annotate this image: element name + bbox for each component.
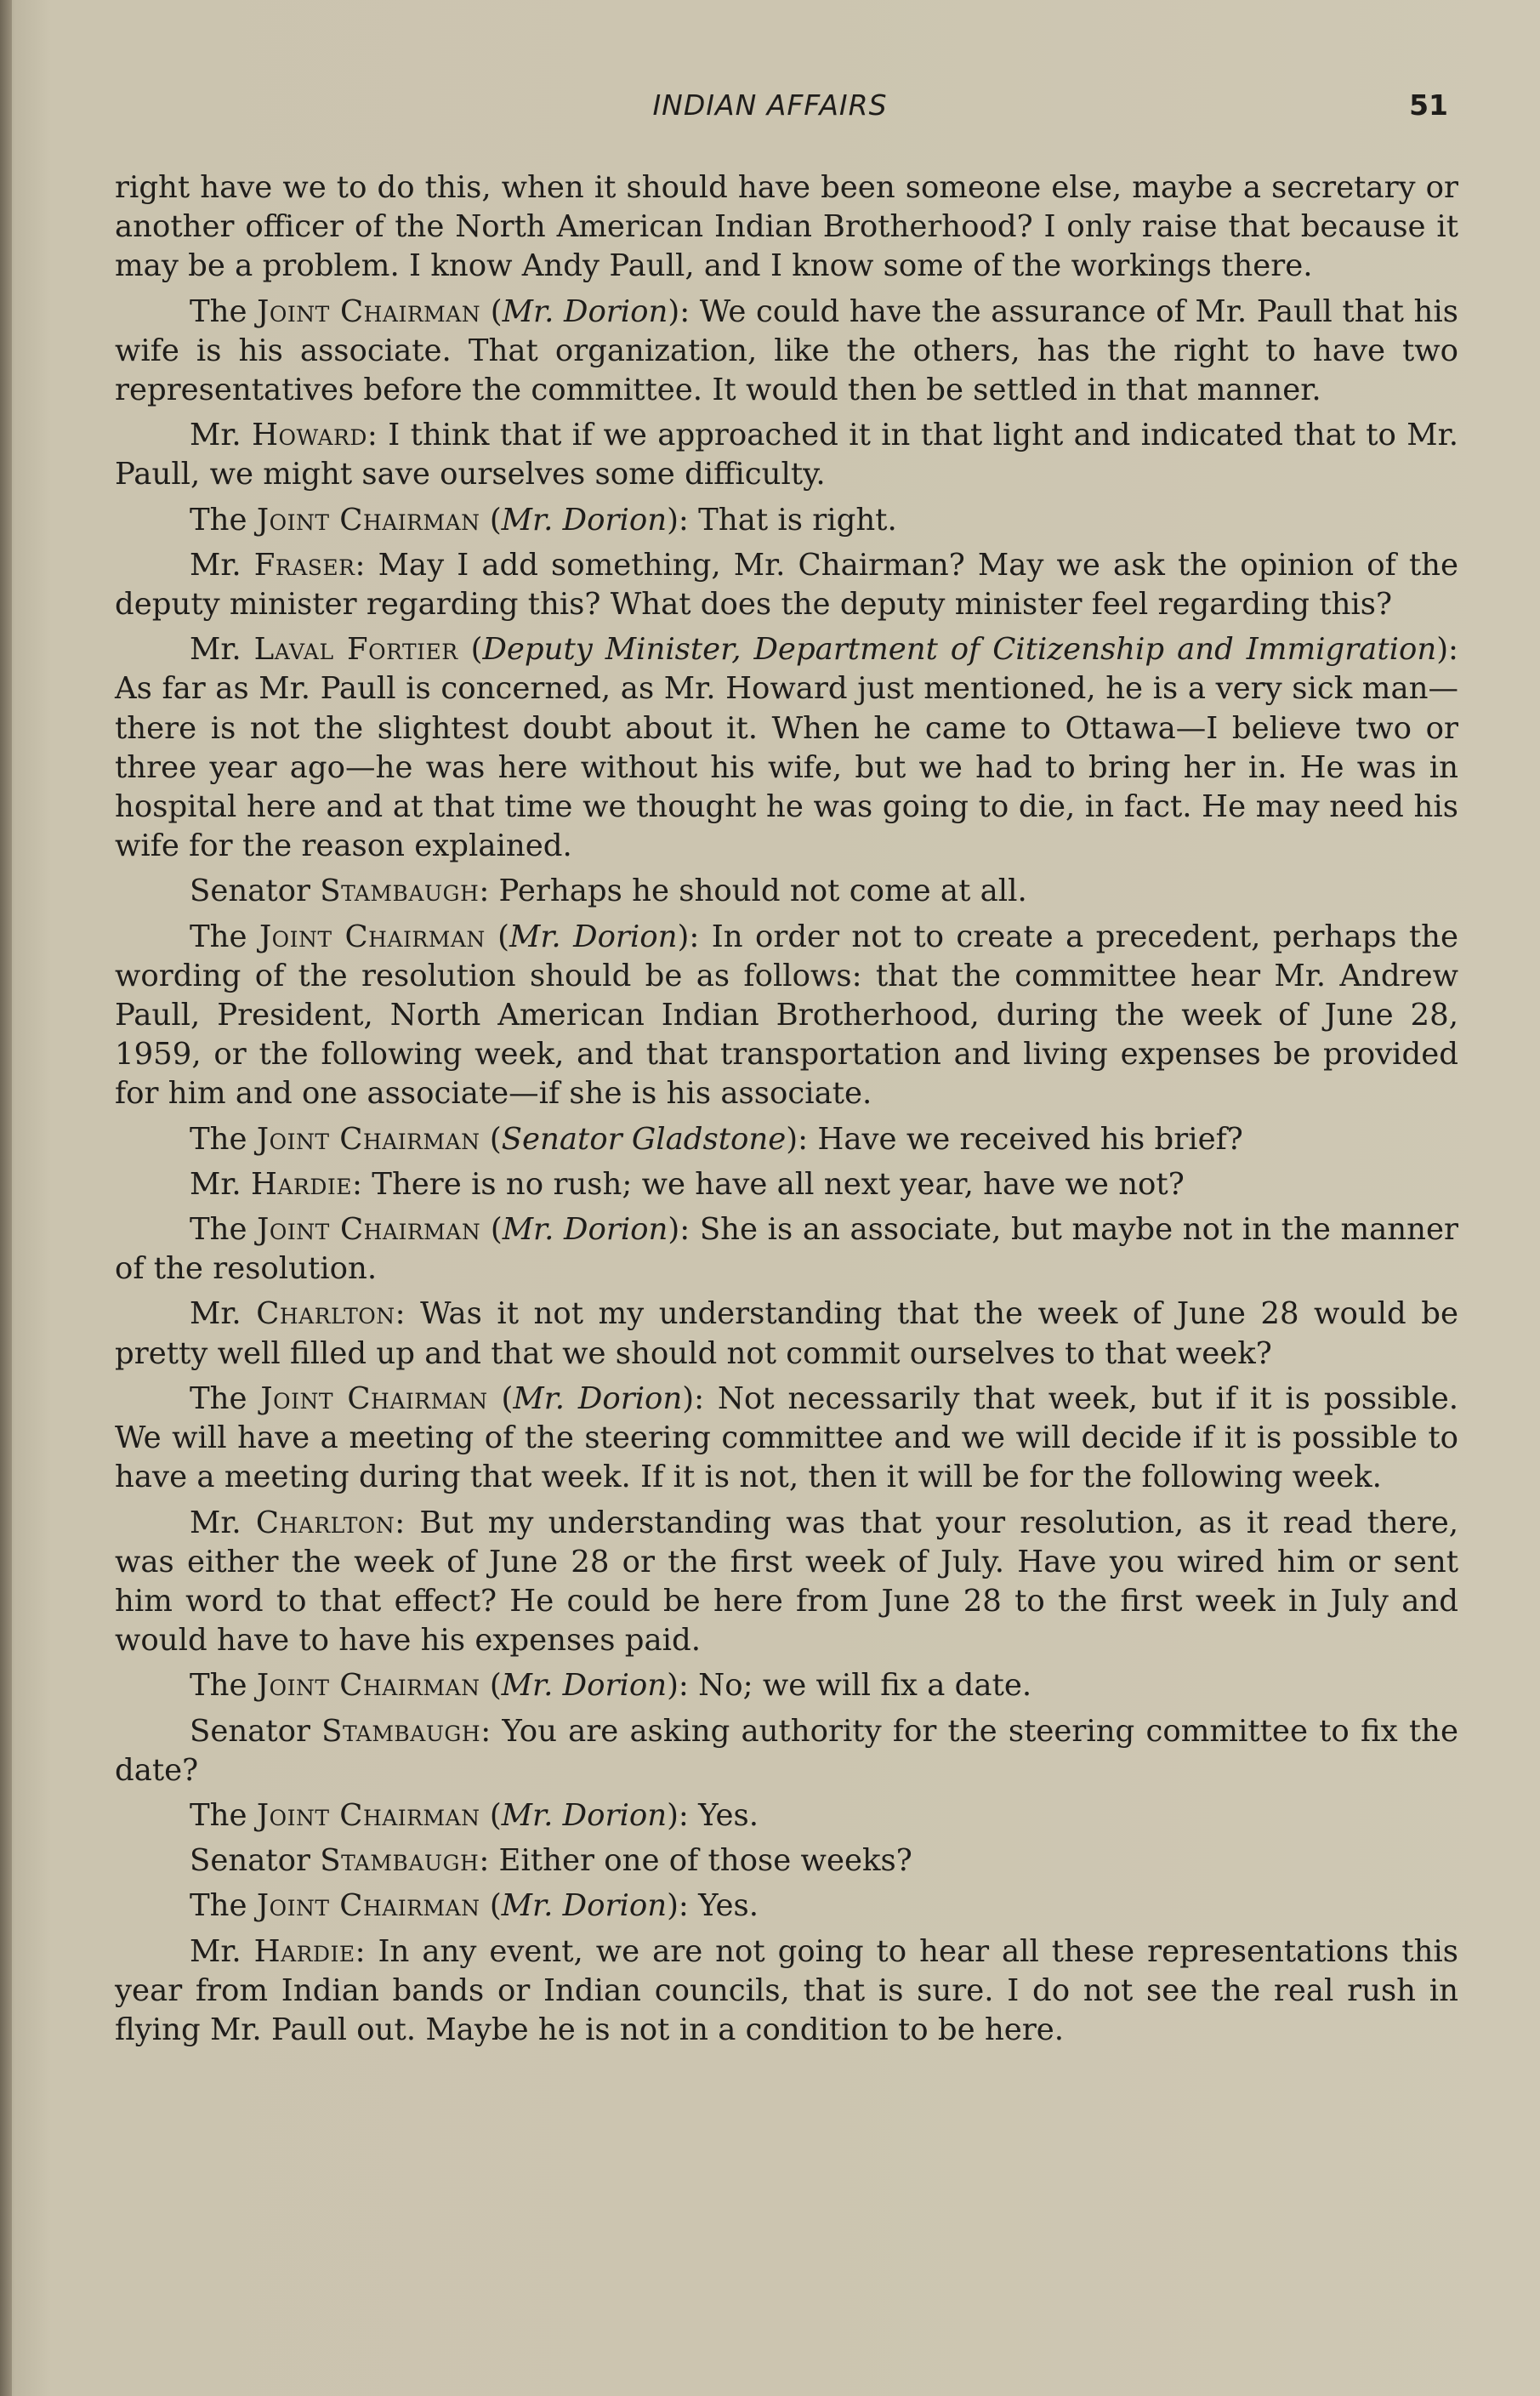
speaker-role: Mr. Dorion [501,1797,668,1833]
paragraph-text: The [190,1797,257,1833]
speaker-name: Laval Fortier [253,632,458,668]
paragraph [115,872,1458,911]
speaker-name: Stambaugh [321,1713,481,1749]
paragraph-text: The [190,502,257,538]
paragraph [115,1841,1458,1881]
paragraph-text: Senator [190,1713,322,1749]
paragraph-text: ): As far as Mr. Paull is concerned, as Mr. Howard just mentioned, he is a very sick man—there is not the slightest doubt about it. When he came to Ottawa—I believe two or three year ago—he was here without his wife, but we had to bring her in. He was in hospital here and at that time we thought he was going to die, in fact. He may need his wife for the reason explained. [115,632,1458,864]
paragraph [115,1887,1458,1926]
paragraph-text: ): We could have the assurance of Mr. Paull that his wife is his associate. That organization, like the others, has the right to have two representatives before the committee. It would then be settled in that manner. [115,293,1458,408]
paragraph-text: ): In order not to create a precedent, perhaps the wording of the resolution should be as follows: that the committee hear Mr. Andrew Paull, President, North American Indian Brotherhood, during the week of June 28, 1959, or the following week, and that transportation and living expenses be provided for him and one associate—if she is his associate. [115,919,1458,1112]
paragraph [115,1380,1458,1498]
paragraph [115,918,1458,1114]
paragraph [115,1295,1458,1373]
paragraph-text: ): That is right. [667,502,897,538]
paragraph-text: The [190,1888,257,1924]
paragraph-text: : You are asking authority for the steering committee to fix the date? [115,1713,1458,1788]
paragraph [115,546,1458,624]
speaker-name: Hardie [253,1933,355,1969]
paragraph-text: Mr. [190,547,254,583]
paragraph-text: The [190,1668,257,1704]
speaker-name: Joint Chairman [256,1668,480,1704]
paragraph-text: The [190,919,259,954]
paragraph [115,293,1458,411]
paragraph-text: ): Yes. [667,1797,759,1833]
speaker-role: Mr. Dorion [501,502,668,538]
paragraph-text: ): Have we received his brief? [786,1121,1243,1157]
paragraph-text: Mr. [190,418,253,453]
paragraph [115,1666,1458,1705]
paragraph-text: Mr. [190,1166,251,1202]
speaker-role: Deputy Minister, Department of Citizenship and Immigration [482,632,1437,668]
paragraph-text: ( [480,1888,502,1924]
paragraph-text: ( [480,1212,503,1248]
paragraph-text: ( [457,632,483,668]
paragraph [115,1210,1458,1289]
paragraph-text: The [190,293,258,329]
speaker-role: Mr. Dorion [513,1380,683,1416]
speaker-name: Charlton [255,1505,395,1540]
speaker-name: Stambaugh [320,874,480,909]
body-text [115,168,1458,2056]
paragraph [115,1120,1458,1159]
speaker-name: Joint Chairman [257,293,481,329]
paragraph-text: ( [487,1380,514,1416]
page-header [0,88,1540,131]
paragraph-text: : Was it not my understanding that the week of June 28 would be pretty well filled up and that we should not commit ourselves to that week? [115,1296,1458,1371]
paragraph-text: ( [480,502,502,538]
paragraph [115,501,1458,540]
speaker-name: Joint Chairman [256,1121,480,1157]
paragraph-text: : In any event, we are not going to hear all these representations this year from Indian bands or Indian councils, that is sure. I do not see the real rush in flying Mr. Paull out. Maybe he is not in a condition to be here. [115,1933,1458,2047]
paragraph [115,416,1458,494]
paragraph-text: Mr. [190,1505,256,1540]
paragraph-text: The [190,1212,258,1248]
speaker-name: Joint Chairman [256,502,480,538]
paragraph-text: ( [485,919,509,954]
paragraph-text: Mr. [190,632,254,668]
paragraph-text: ): Not necessarily that week, but if it is possible. We will have a meeting of the steering committee and we will decide if it is possible to have a meeting during that week. If it is not, then it will be for the following week. [115,1380,1458,1495]
running-title: INDIAN AFFAIRS [652,88,888,122]
paragraph-text: ( [480,293,503,329]
paragraph-text: ( [480,1797,502,1833]
speaker-role: Mr. Dorion [509,919,678,954]
paragraph-text: ): She is an associate, but maybe not in the manner of the resolution. [115,1212,1458,1287]
paragraph-text: Mr. [190,1296,257,1332]
paragraph [115,168,1458,287]
paragraph [115,1932,1458,2051]
paragraph-text: The [190,1121,257,1157]
speaker-name: Joint Chairman [256,1797,480,1833]
paragraph-text: ( [480,1121,502,1157]
speaker-name: Hardie [251,1166,353,1202]
page-number: 51 [1409,88,1448,122]
paragraph-text: : Perhaps he should not come at all. [479,874,1027,909]
speaker-role: Mr. Dorion [502,1212,668,1248]
paragraph [115,1165,1458,1204]
speaker-name: Joint Chairman [257,1212,481,1248]
paragraph-text: Senator [190,874,321,909]
paragraph [115,1712,1458,1790]
paragraph-text: : May I add something, Mr. Chairman? May we ask the opinion of the deputy minister regarding this? What does the deputy minister feel regarding this? [115,547,1458,623]
speaker-name: Stambaugh [320,1843,480,1879]
speaker-name: Joint Chairman [259,919,486,954]
speaker-name: Joint Chairman [256,1888,480,1924]
paragraph-text: The [190,1380,261,1416]
speaker-role: Senator Gladstone [501,1121,787,1157]
paragraph-text: Mr. [190,1933,254,1969]
paragraph-text: ( [480,1668,502,1704]
paragraph-text: Senator [190,1843,321,1879]
paragraph-text: : There is no rush; we have all next year, have we not? [352,1166,1185,1202]
paragraph [115,1796,1458,1835]
paragraph-text: : Either one of those weeks? [479,1843,912,1879]
paragraph [115,1504,1458,1661]
speaker-name: Fraser [253,547,355,583]
paragraph [115,630,1458,866]
paragraph-text: ): No; we will fix a date. [667,1668,1032,1704]
speaker-role: Mr. Dorion [501,1888,668,1924]
speaker-role: Mr. Dorion [501,1668,668,1704]
speaker-name: Howard [252,418,367,453]
paragraph-text: : But my understanding was that your resolution, as it read there, was either the week of June 28 or the first week of July. Have you wired him or sent him word to that effect? He could be here from June 28 to the first week in July and would have to have his expenses paid. [115,1505,1458,1659]
speaker-role: Mr. Dorion [502,293,668,329]
book-spine-shadow [0,0,12,2396]
speaker-name: Charlton [256,1296,395,1332]
paragraph-text: : I think that if we approached it in that light and indicated that to Mr. Paull, we might save ourselves some difficulty. [115,418,1458,492]
paragraph-text: ): Yes. [667,1888,759,1924]
speaker-name: Joint Chairman [260,1380,488,1416]
paragraph-text: right have we to do this, when it should have been someone else, maybe a secretary or another officer of the North American Indian Brotherhood? I only raise that because it may be a problem. I know Andy Paull, and I know some of the workings there. [115,170,1458,284]
